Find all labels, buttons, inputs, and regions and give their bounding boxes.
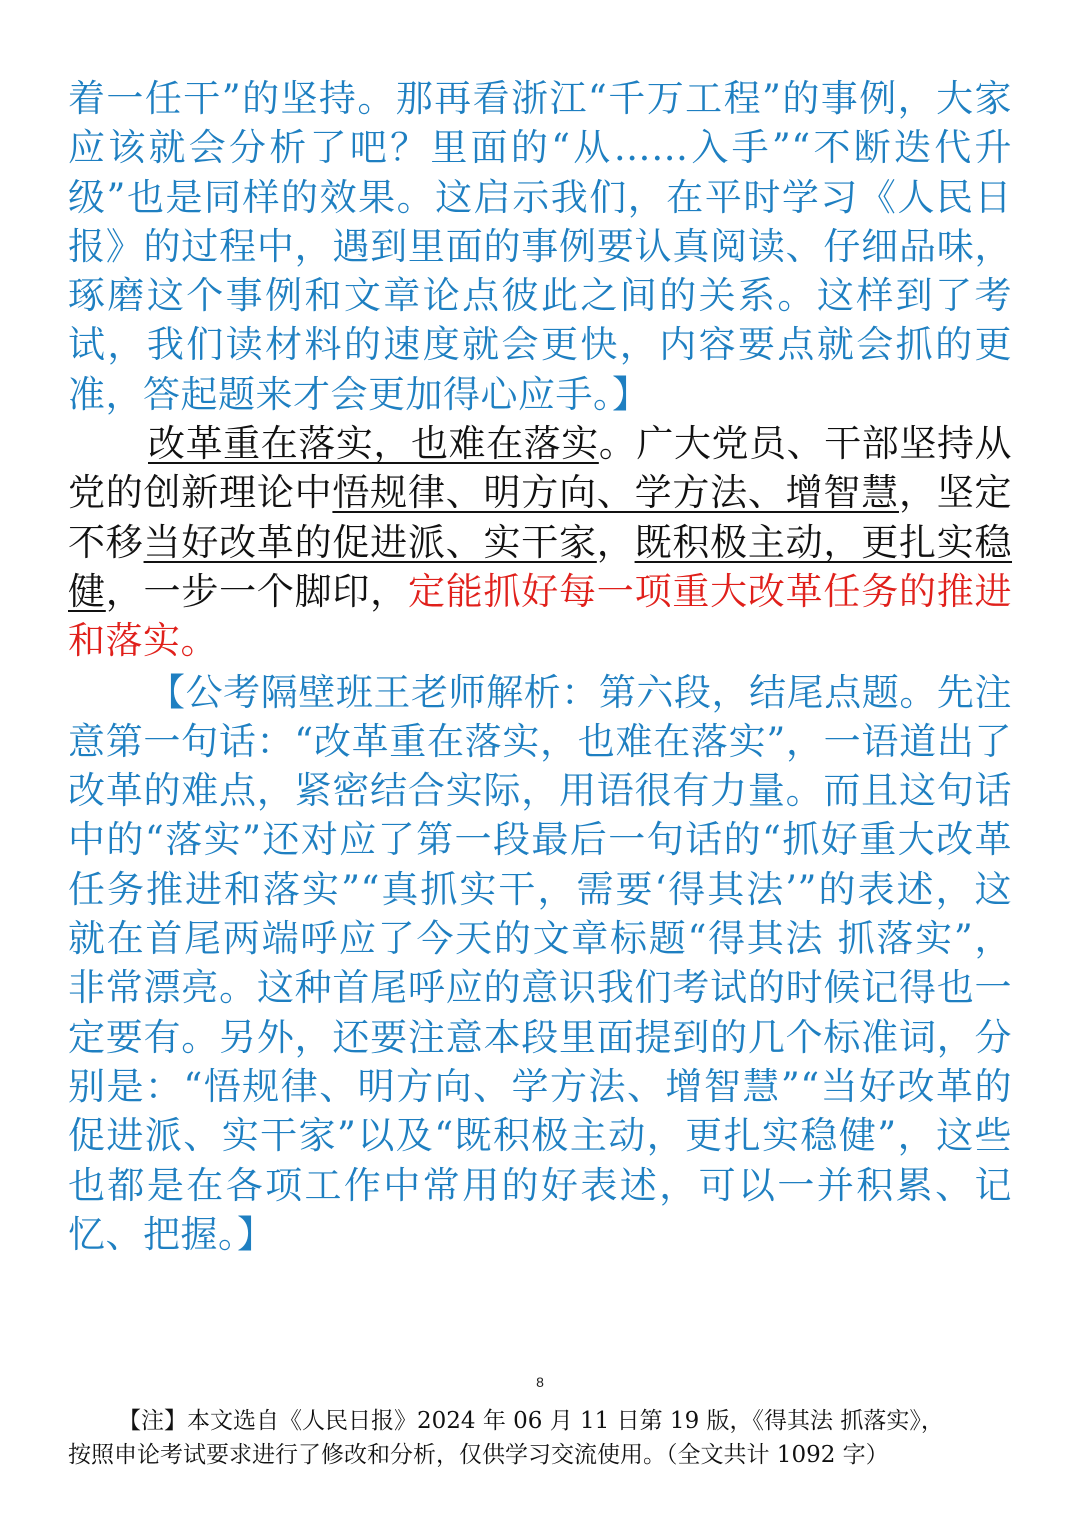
article-content xyxy=(68,74,1012,1259)
underlined-phrase: 悟规律、明方向、学方法、增智慧 xyxy=(332,471,899,515)
body-text: ，坚定不移 xyxy=(68,471,1013,564)
page-number: 8 xyxy=(536,1374,544,1390)
footnote-line: 【注】本文选自《人民日报》2024 年 06 月 11 日第 19 版，《得其法 抓落实》， xyxy=(118,1408,944,1434)
highlighted-conclusion: 定能抓好每一项重大改革任务的推进和落实。 xyxy=(68,569,1013,663)
underlined-phrase: 既积极主动，更扎实稳健 xyxy=(68,520,1013,613)
analysis-paragraph-continued: 着一任干”的坚持。那再看浙江“千万工程”的事例，大家应该就会分析了吧？里面的“从……入手”“不断迭代升级”也是同样的效果。这启示我们，在平时学习《人民日报》的过程中，遇到里面的事例要认真阅读、仔细品味，琢磨这个事例和文章论点彼此之间的关系。这样到了考试，我们读材料的速度就会更快，内容要点就会抓的更准，答起题来才会更加得心应手。】 xyxy=(68,77,1012,416)
footnote-line: 按照申论考试要求进行了修改和分析，仅供学习交流使用。（全文共计 1092 字） xyxy=(68,1442,889,1468)
body-text: ，一步一个脚印， xyxy=(105,569,408,613)
body-text: 。广大党员、干部坚持从党的创新理论中 xyxy=(68,422,1013,515)
body-text: ， xyxy=(596,520,635,564)
article-paragraph-six xyxy=(68,419,1012,665)
source-footnote xyxy=(68,1404,1020,1472)
analysis-paragraph-six: 【公考隔壁班王老师解析：第六段，结尾点题。先注意第一句话：“改革重在落实，也难在落实”，一语道出了改革的难点，紧密结合实际，用语很有力量。而且这句话中的“落实”还对应了第一段最后一句话的“抓好重大改革任务推进和落实”“真抓实干，需要‘得其法’”的表述，这就在首尾两端呼应了今天的文章标题“得其法 抓落实”，非常漂亮。这种首尾呼应的意识我们考试的时候记得也一定要有。另外，还要注意本段里面提到的几个标准词，分别是：“悟规律、明方向、学方法、增智慧”“当好改革的促进派、实干家”以及“既积极主动，更扎实稳健”，这些也都是在各项工作中常用的好表述，可以一并积累、记忆、把握。】 xyxy=(68,670,1012,1256)
underlined-phrase: 当好改革的促进派、实干家 xyxy=(143,520,597,564)
underlined-phrase: 改革重在落实，也难在落实 xyxy=(148,422,599,466)
